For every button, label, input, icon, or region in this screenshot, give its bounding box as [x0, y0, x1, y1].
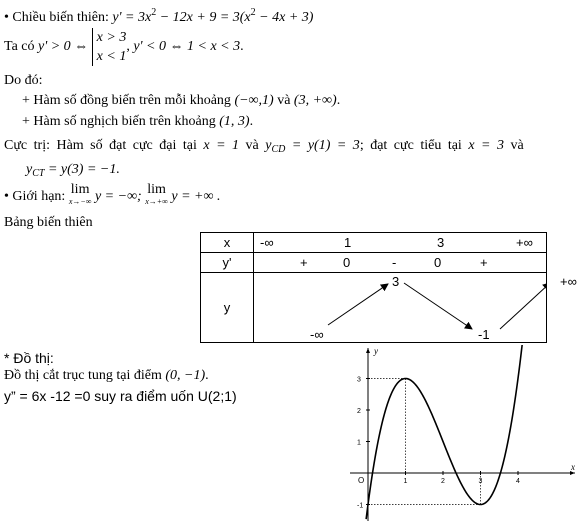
do-thi-title: * Đồ thị: [4, 350, 54, 366]
do-do: Do đó: [4, 73, 43, 88]
cuc-tieu-value: $y_{CT} = y(3) = -1$. [26, 162, 120, 179]
row-y-values: -∞ 3 -1 +∞ [254, 273, 547, 343]
row-x-label: x [201, 233, 254, 253]
limit-pos: lim x→+∞ [145, 182, 168, 206]
x-tick-label: 2 [441, 478, 445, 485]
arrow-down [404, 283, 472, 329]
derivative-expr: y' = 3x [112, 10, 152, 25]
y-axis-label: y [374, 346, 378, 356]
y-tick-label: 1 [357, 439, 361, 447]
intercept-line: Đồ thị cắt trục tung tại điểm (0, −1). [4, 368, 209, 383]
inflection-line: y” = 6x -12 =0 suy ra điểm uốn U(2;1) [4, 388, 237, 404]
origin-label: O [358, 476, 365, 485]
row-y-label: y [201, 273, 254, 343]
function-curve [366, 345, 524, 519]
arrow-up-1 [328, 284, 388, 325]
case-brace: x > 3 x < 1 [92, 28, 127, 66]
dong-bien-line: + Hàm số đồng biến trên mỗi khoảng (−∞,1) và (3, +∞). [22, 93, 341, 108]
x-axis-label: x [571, 462, 575, 472]
cuc-tri-line: Cực trị: Hàm số đạt cực đại tại x = 1 và $y_{CD} = y(1) = 3$; đạt cực tiểu tại x = 3 và [4, 138, 524, 155]
sign-line: Ta có y' > 0 ⇔ x > 3 x < 1 , y' < 0 ⇔ 1 < x < 3. [4, 30, 244, 64]
x-tick-label: 1 [403, 478, 408, 485]
bang-bien-thien-title: Bảng biến thiên [4, 215, 93, 230]
gioi-han-line: • Giới hạn: lim x→−∞ y = −∞; lim x→+∞ y = +∞ . [4, 182, 221, 206]
row-x-values: -∞ 1 3 +∞ [254, 233, 547, 253]
arrow-up-2 [500, 283, 546, 329]
y-axis-arrow [366, 348, 370, 353]
y-tick-label: 3 [357, 376, 361, 384]
bullet: • [4, 10, 9, 25]
nghich-bien-line: + Hàm số nghịch biến trên khoảng (1, 3). [22, 114, 254, 129]
y-tick-label: 2 [357, 408, 361, 415]
x-tick-label: 3 [478, 478, 483, 485]
x-tick-label: 4 [516, 478, 520, 485]
derivative-line: • Chiều biến thiên: $y' = 3x^2 - 12x + 9 = 3(x^2 - 4x + 3)$ [4, 7, 314, 25]
row-deriv-values: + 0 - 0 + [254, 253, 547, 273]
label-bien-thien: Chiều biến thiên: [12, 10, 109, 25]
row-deriv-label: y' [201, 253, 254, 273]
variation-arrows [254, 273, 546, 343]
limit-neg: lim x→−∞ [68, 182, 92, 206]
variation-table [200, 232, 577, 343]
function-graph [350, 345, 580, 523]
y-tick-label: -1 [357, 502, 364, 510]
